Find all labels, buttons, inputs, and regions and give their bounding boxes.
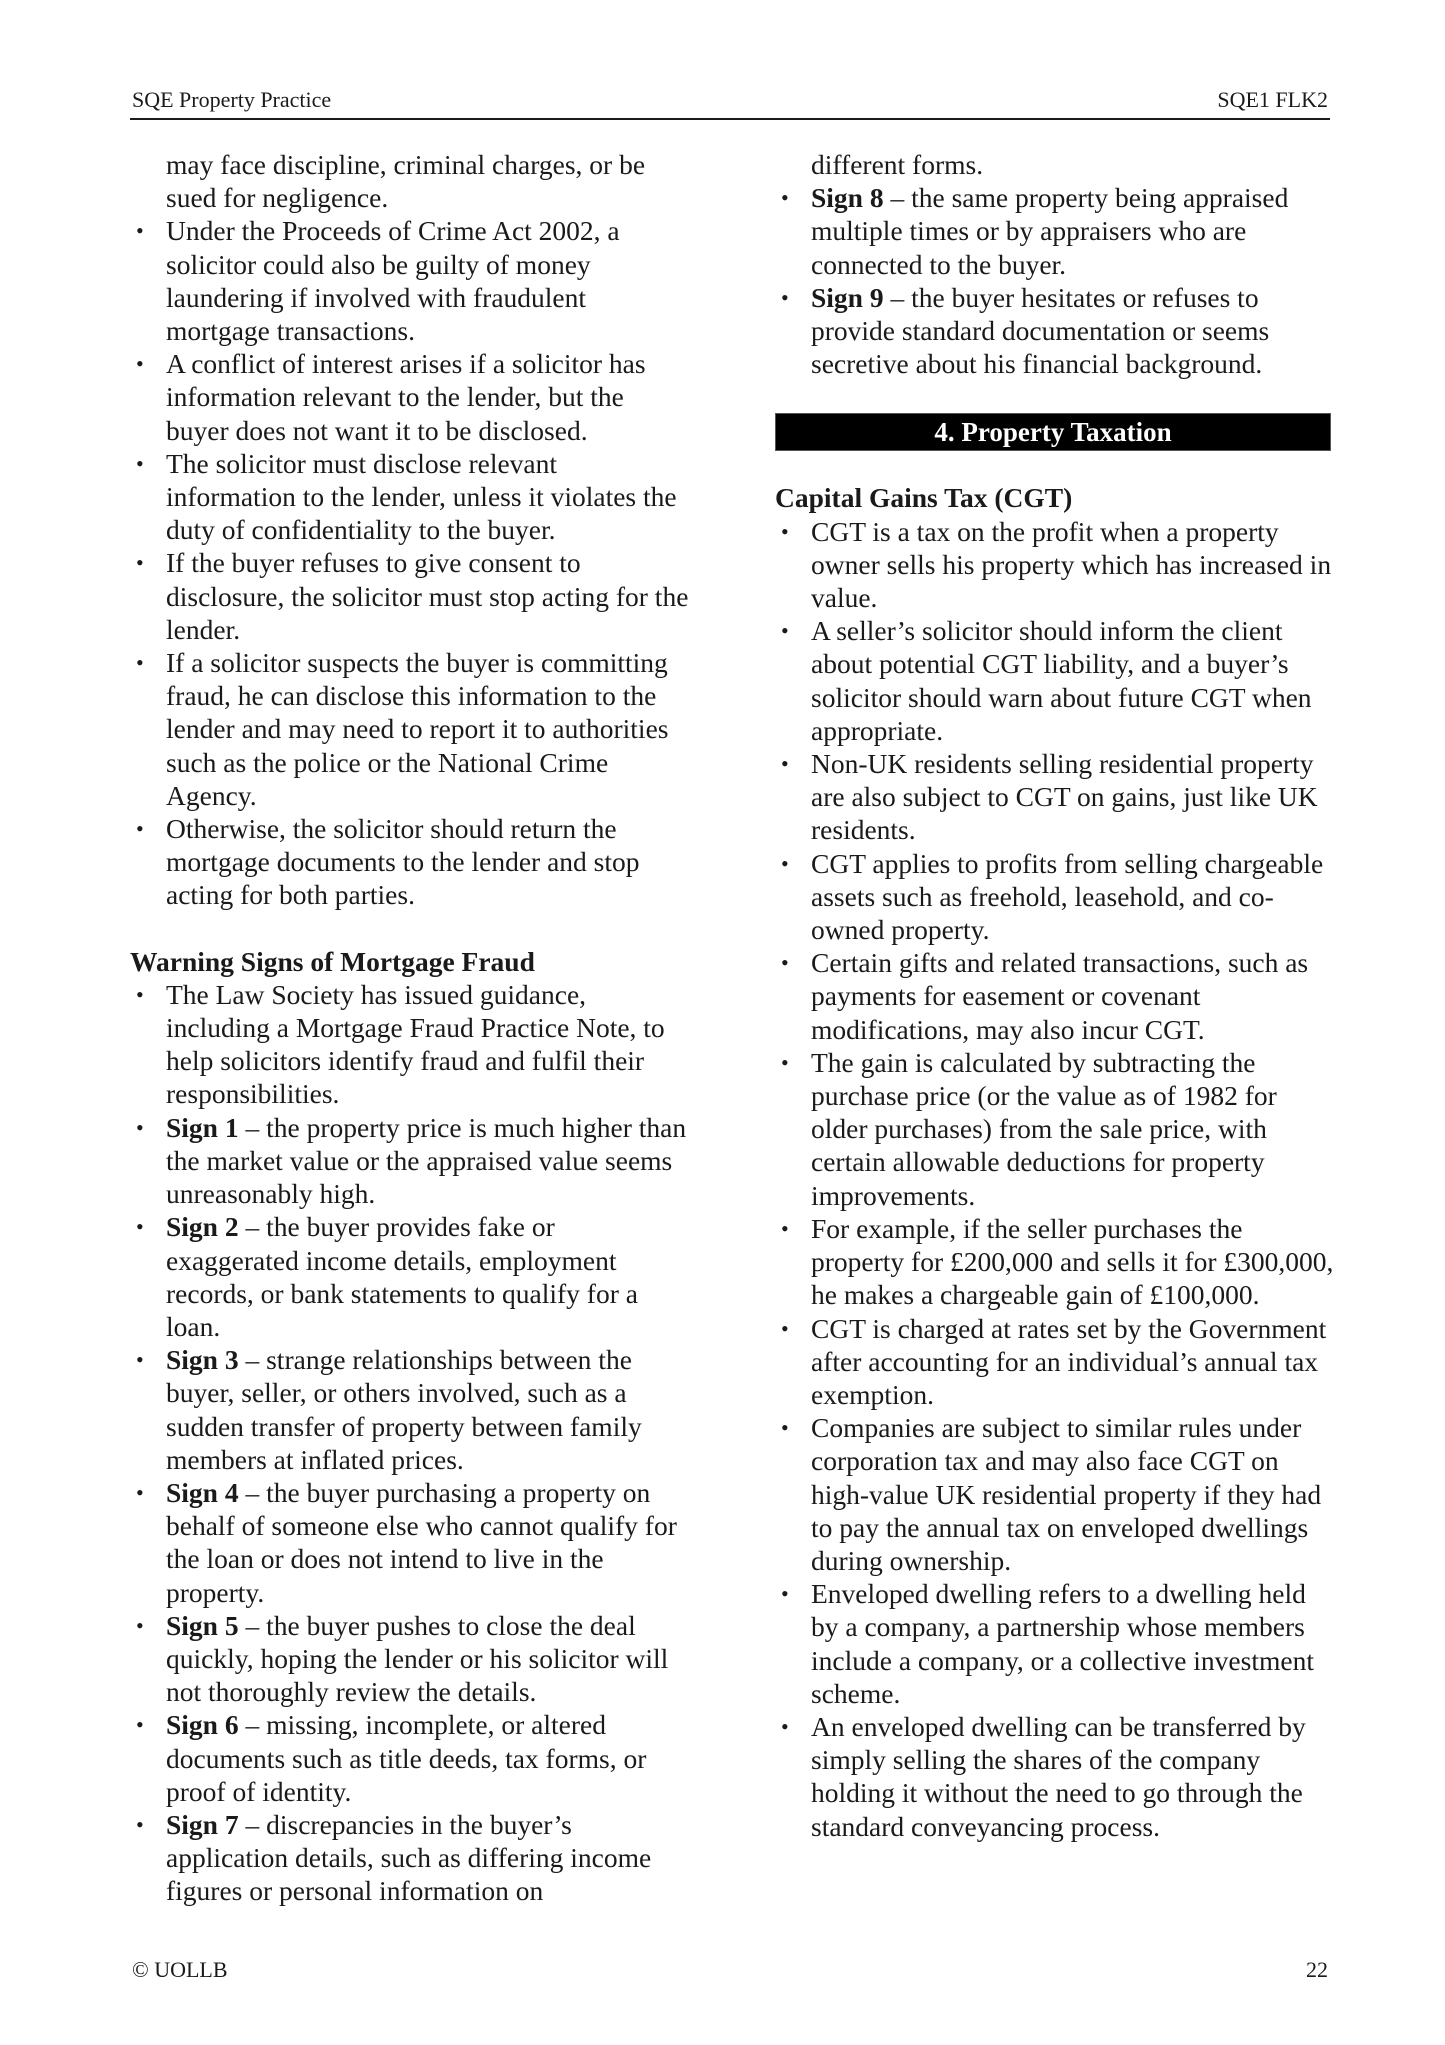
bullet-icon: •	[136, 1479, 144, 1505]
bullet-icon: •	[136, 650, 144, 676]
list-item: • Certain gifts and related transactions, such as payments for easement or covenant modifications, may also incur CGT.	[781, 947, 1309, 1045]
sign-item: • Sign 9 – the buyer hesitates or refuses to provide standard documentation or seems secretive about his financial background.	[781, 281, 1270, 380]
warning-signs-heading: Warning Signs of Mortgage Fraud	[130, 945, 535, 977]
right-column	[775, 148, 1335, 1843]
list-item: • A seller’s solicitor should inform the client about potential CGT liability, and a buyer’s solicitor should warn about future CGT when appropriate.	[781, 615, 1312, 746]
continuation-text: different forms.	[811, 149, 984, 180]
left-column	[130, 148, 690, 1908]
list-item: • If a solicitor suspects the buyer is committing fraud, he can disclose this information to the lender and may need to report it to authorities such as the police or the National Crime Agency.	[136, 647, 669, 811]
warning-signs-list-continued	[775, 181, 1335, 380]
sign-item: • Sign 6 – missing, incomplete, or altered documents such as title deeds, tax forms, or proof of identity.	[136, 1709, 647, 1807]
sign-item: • Sign 2 – the buyer provides fake or exaggerated income details, employment records, or bank statements to qualify for a loan.	[136, 1211, 638, 1342]
running-header	[130, 86, 1330, 120]
bullet-icon: •	[136, 1612, 144, 1638]
list-item: • CGT applies to profits from selling chargeable assets such as freehold, leasehold, and co-owned property.	[781, 847, 1324, 946]
continuation-text: may face discipline, criminal charges, or be sued for negligence.	[166, 149, 646, 214]
bullet-icon: •	[781, 1215, 789, 1241]
bullet-icon: •	[781, 185, 789, 211]
bullet-icon: •	[781, 1713, 789, 1739]
page-number: 22	[1306, 1957, 1328, 1982]
section-heading-bar: 4. Property Taxation	[775, 413, 1331, 451]
bullet-icon: •	[136, 1114, 144, 1140]
bullet-icon: •	[781, 518, 789, 544]
bullet-icon: •	[136, 1712, 144, 1738]
list-item: • CGT is a tax on the profit when a property owner sells his property which has increased in value.	[781, 515, 1332, 614]
cgt-list	[775, 515, 1335, 1843]
list-item: • Otherwise, the solicitor should return the mortgage documents to the lender and stop acting for both parties.	[136, 813, 640, 911]
warning-signs-list	[130, 978, 690, 1908]
bullet-icon: •	[781, 284, 789, 310]
list-item: • For example, if the seller purchases the property for £200,000 and sells it for £300,000, he makes a chargeable gain of £100,000.	[781, 1212, 1334, 1311]
bullet-icon: •	[136, 1214, 144, 1240]
bullet-icon: •	[136, 450, 144, 476]
cgt-heading: Capital Gains Tax (CGT)	[775, 482, 1073, 514]
bullet-icon: •	[781, 950, 789, 976]
list-item: • A conflict of interest arises if a solicitor has information relevant to the lender, but the buyer does not want it to be disclosed.	[136, 348, 646, 446]
bullet-icon: •	[136, 550, 144, 576]
bullet-icon: •	[136, 816, 144, 842]
bullet-icon: •	[781, 618, 789, 644]
list-item: • Companies are subject to similar rules under corporation tax and may also face CGT on high-value UK residential property if they had to pay the annual tax on enveloped dwellings during ownership.	[781, 1412, 1322, 1576]
bullet-icon: •	[781, 1581, 789, 1607]
module-code: SQE1 FLK2	[1217, 87, 1328, 112]
bullet-icon: •	[781, 1049, 789, 1075]
list-item: • The gain is calculated by subtracting the purchase price (or the value as of 1982 for older purchases) from the sale price, with certain allowable deductions for property improvements.	[781, 1046, 1277, 1211]
sign-item: • Sign 7 – discrepancies in the buyer’s application details, such as differing income figures or personal information on	[136, 1808, 652, 1907]
list-item: • The Law Society has issued guidance, including a Mortgage Fraud Practice Note, to help solicitors identify fraud and fulfil their responsibilities.	[136, 978, 665, 1110]
sign-item: • Sign 3 – strange relationships between the buyer, seller, or others involved, such as a sudden transfer of property between family members at inflated prices.	[136, 1344, 642, 1475]
sign-item: • Sign 1 – the property price is much higher than the market value or the appraised value seems unreasonably high.	[136, 1111, 687, 1210]
sign-item: • Sign 5 – the buyer pushes to close the deal quickly, hoping the lender or his solicitor will not thoroughly review the details.	[136, 1609, 669, 1708]
bullet-icon: •	[136, 1811, 144, 1837]
bullet-icon: •	[781, 1415, 789, 1441]
sign-item: • Sign 4 – the buyer purchasing a property on behalf of someone else who cannot qualify for the loan or does not intend to live in the property.	[136, 1476, 677, 1608]
bullet-icon: •	[136, 218, 144, 244]
spacer	[130, 912, 690, 945]
spacer	[775, 451, 1335, 481]
list-item: • The solicitor must disclose relevant information to the lender, unless it violates the duty of confidentiality to the buyer.	[136, 447, 677, 546]
solicitor-duties-list	[130, 214, 690, 911]
sign-item: • Sign 8 – the same property being appraised multiple times or by appraisers who are connected to the buyer.	[781, 182, 1289, 280]
list-item: • CGT is charged at rates set by the Government after accounting for an individual’s annual tax exemption.	[781, 1312, 1327, 1410]
copyright-notice: © UOLLB	[132, 1957, 228, 1982]
bullet-icon: •	[781, 1315, 789, 1341]
bullet-icon: •	[136, 981, 144, 1007]
list-item: • Under the Proceeds of Crime Act 2002, a solicitor could also be guilty of money laundering if involved with fraudulent mortgage transactions.	[136, 215, 620, 347]
list-item: • Enveloped dwelling refers to a dwelling held by a company, a partnership whose members include a company, or a collective investment scheme.	[781, 1578, 1314, 1709]
list-item: • An enveloped dwelling can be transferred by simply selling the shares of the company holding it without the need to go through the standard conveyancing process.	[781, 1710, 1306, 1842]
document-title: SQE Property Practice	[132, 87, 332, 112]
bullet-icon: •	[781, 751, 789, 777]
list-item: • If the buyer refuses to give consent to disclosure, the solicitor must stop acting for the lender.	[136, 547, 689, 645]
bullet-icon: •	[136, 1347, 144, 1373]
bullet-icon: •	[781, 850, 789, 876]
bullet-icon: •	[136, 351, 144, 377]
list-item: • Non-UK residents selling residential property are also subject to CGT on gains, just like UK residents.	[781, 748, 1318, 846]
